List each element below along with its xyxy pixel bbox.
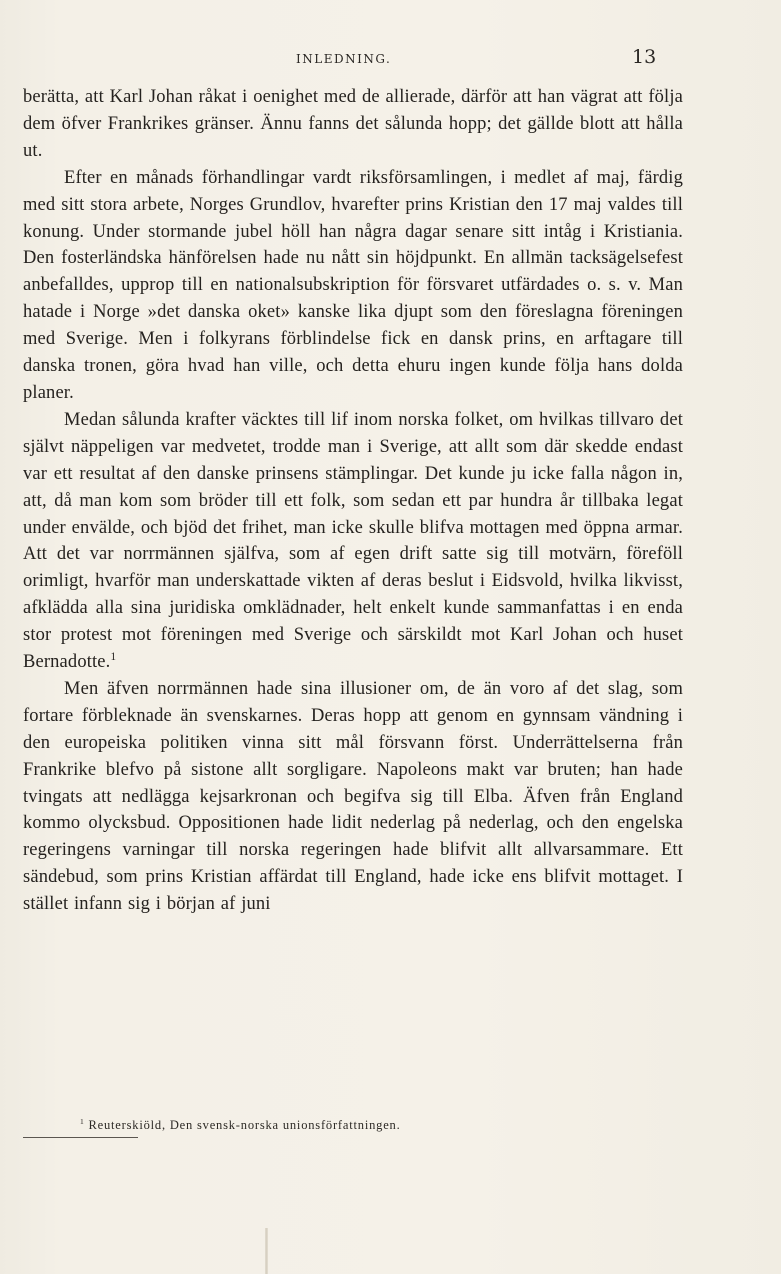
- body-text: [23, 84, 683, 918]
- paragraph-4: Men äfven norrmännen hade sina illusioner om, de än voro af det slag, som fortare förbleknade än svenskarnes. Deras hopp att genom en gynnsam vändning i den europeiska politiken vinna sitt mål försvann först. Underrättelserna från Frankrike blefvo på sistone allt sorgligare. Napoleons makt var bruten; han hade tvingats att nedlägga kejsarkronan och begifva sig till Elba. Äfven från England kommo olycksbud. Oppositionen hade lidit nederlag på nederlag, och den engelska regeringens varningar till norska regeringen hade blifvit allt allvarsammare. Ett sändebud, som prins Kristian affärdat till England, hade icke ens blifvit mottaget. I stället infann sig i början af juni: [23, 678, 683, 915]
- footnote: [80, 1118, 680, 1133]
- paragraph-3-text: Medan sålunda krafter väcktes till lif inom norska folket, om hvilkas tillvaro det självt näppeligen var medvetet, trodde man i Sverige, att allt som där skedde endast var ett resultat af den danske prinsens stämplingar. Det kunde ju icke falla någon in, att, då man kom som bröder till ett folk, som sedan ett par hundra år tillbaka legat under envälde, och bjöd det frihet, man icke skulle blifva mottagen med öppna armar. Att det var norrmännen själfva, som af egen drift satte sig till motvärn, föreföll orimligt, hvarför man underskattade vikten af deras beslut i Eidsvold, hvilka likvisst, afklädda alla sina juridiska omklädnader, helt enkelt kunde sammanfattas i en enda stor protest mot föreningen med Sverige och särskildt mot Karl Johan och huset Bernadotte.: [23, 409, 683, 673]
- paragraph-3: [23, 407, 683, 676]
- page-header: [0, 46, 781, 70]
- footnote-text: Reuterskiöld, Den svensk-norska unionsförfattningen.: [88, 1118, 401, 1132]
- running-head: INLEDNING.: [296, 52, 392, 66]
- footnote-reference: 1: [110, 650, 117, 663]
- page-number: 13: [632, 46, 657, 68]
- paragraph-2: Efter en månads förhandlingar vardt riksförsamlingen, i medlet af maj, färdig med sitt stora arbete, Norges Grundlov, hvarefter prins Kristian den 17 maj valdes till konung. Under stormande jubel höll han några dagar senare sitt intåg i Kristiania. Den fosterländska hänförelsen hade nu nått sin höjdpunkt. En allmän tacksägelsefest anbefalldes, upprop till en nationalsubskription för försvaret utfärdades o. s. v. Man hatade i Norge »det danska oket» kanske lika djupt som den föreslagna föreningen med Sverige. Men i folkyrans förblindelse fick en dansk prins, en arftagare till danska tronen, göra hvad han ville, och detta ehuru ingen kunde följa hans dolda planer.: [23, 167, 683, 403]
- footnote-marker: 1: [80, 1116, 85, 1126]
- paragraph-1: berätta, att Karl Johan råkat i oenighet med de allierade, därför att han vägrat att följa dem öfver Frankrikes gränser. Ännu fanns det sålunda hopp; det gällde blott att hålla ut.: [23, 87, 683, 161]
- page-crease: [265, 1228, 268, 1274]
- footnote-divider: [23, 1137, 138, 1138]
